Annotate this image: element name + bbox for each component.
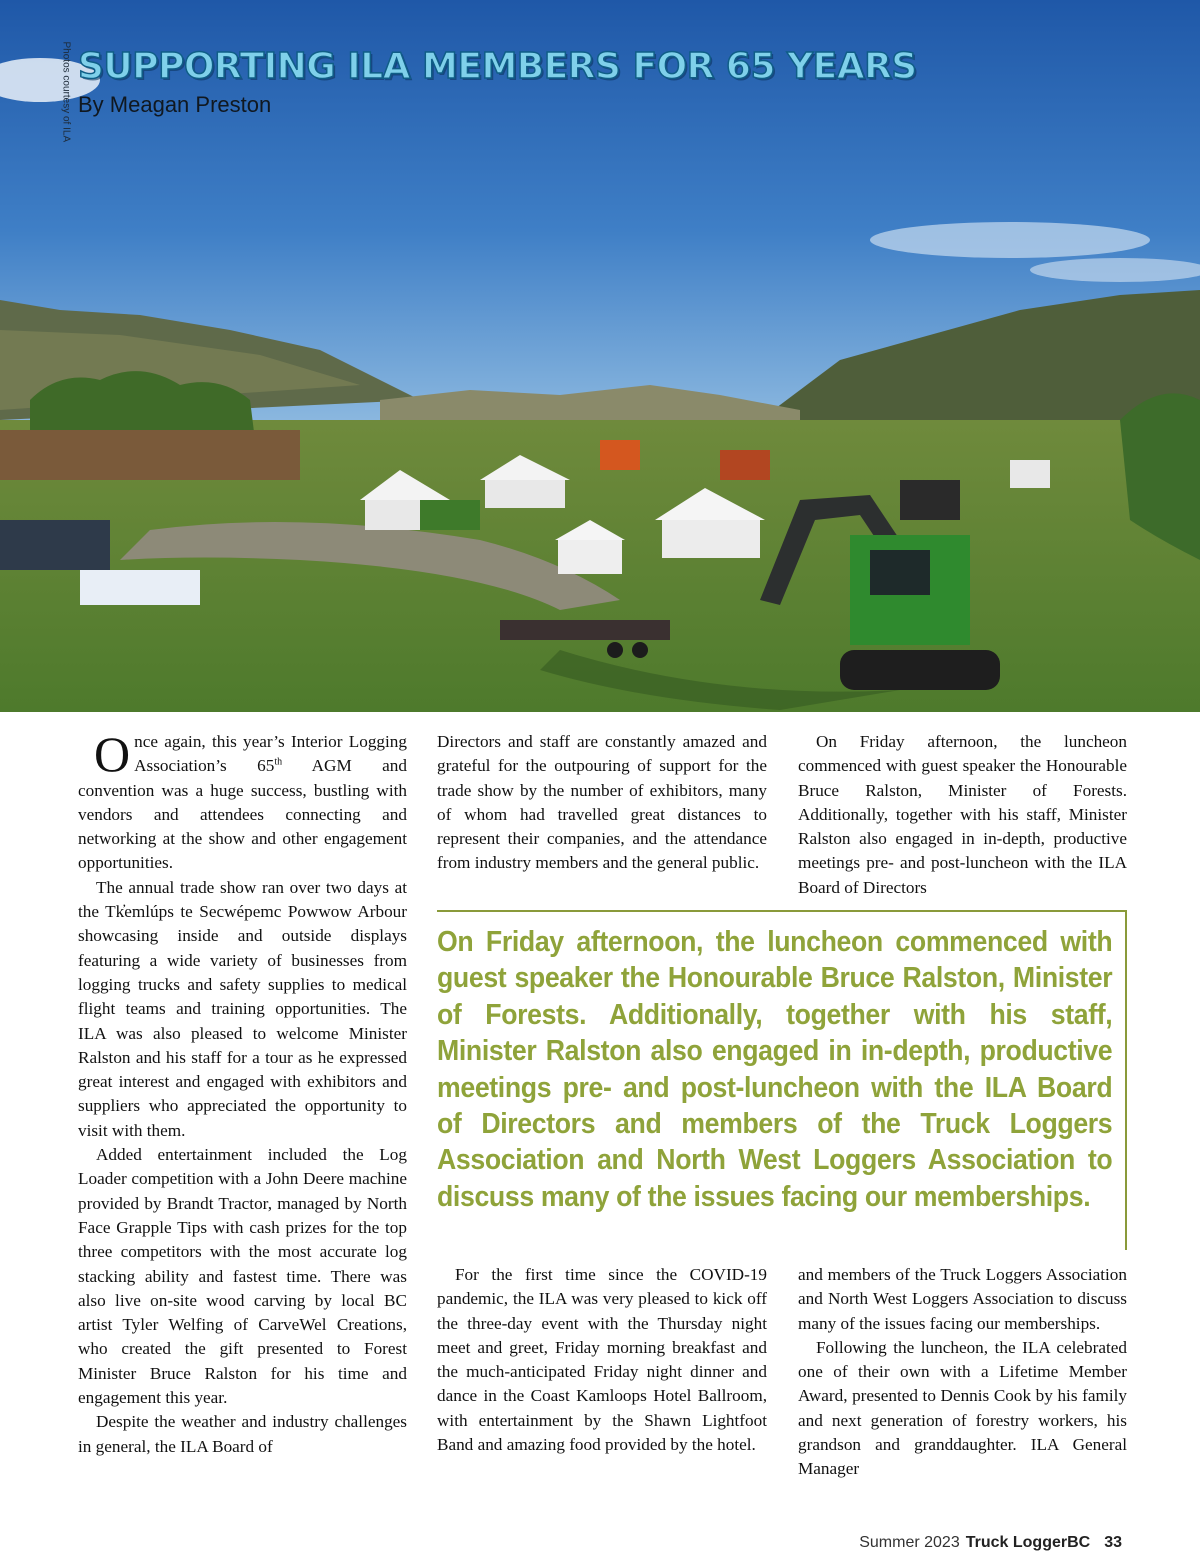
equipment [720,450,770,480]
paragraph-5: On Friday afternoon, the luncheon commenced with guest speaker the Honourable Bruce Ralston, Minister of Forests. Additionally, together with his staff, Minister Ralston also engaged in in-depth, productive meetings pre- and post-luncheon with the ILA Board of Directors [798,732,1127,897]
drop-cap: O [94,726,131,782]
paragraph-2: The annual trade show ran over two days at the Tk̓emlúps te Secwépemc Powwow Arbour showcasing inside and outside displays featuring a wide variety of businesses from logging trucks and safety supplies to medical flight teams and training opportunities. The ILA was also pleased to welcome Minister Ralston and his staff for a tour as he expressed great interest and engaged with exhibitors and suppliers who appreciated the opportunity to visit with them. [78,877,407,1140]
building-left [0,430,300,480]
paragraph-4-continued: Directors and staff are constantly amazed and grateful for the outpouring of support for the trade show by the number of exhibitors, many of whom had travelled great distances to represent their companies, and the attendance from industry members and the general public. [437,732,767,873]
equipment [420,500,480,530]
column-2-bottom [437,1263,767,1457]
paragraph-5-continued: and members of the Truck Loggers Association and North West Loggers Association to discuss many of the issues facing our memberships. [798,1265,1127,1333]
column-1 [78,726,407,1459]
page-footer [859,1534,1122,1552]
truck [0,520,110,570]
column-2-top [437,730,767,876]
trailer-wheel [607,642,623,658]
paragraph-3: Added entertainment included the Log Loader competition with a John Deere machine provided by Brandt Tractor, managed by North Face Grapple Tips with cash prizes for the top three competitors with the most accurate log stacking ability and fastest time. There was also live on-site wood carving by local BC artist Tyler Welfing of CarveWel Creations, who created the gift presented to Forest Minister Bruce Ralston for his time and engagement this year. [78,1145,407,1408]
tent-base [662,520,760,558]
column-3-top [798,730,1127,900]
pull-quote-text: On Friday afternoon, the luncheon commenced with guest speaker the Honourable Bruce Ralston, Minister of Forests. Additionally, together with his staff, Minister Ralston also engaged in in-depth, productive meetings pre- and post-luncheon with the ILA Board of Directors and members of the Truck Loggers Association and North West Loggers Association to discuss many of the issues facing our memberships. [437,926,1113,1213]
page-number: 33 [1104,1534,1122,1551]
trailer-wheel [632,642,648,658]
truck [80,570,200,605]
magazine-name: Truck LoggerBC [965,1534,1091,1551]
paragraph-1 [78,726,407,876]
cloud [870,222,1150,258]
photo-credit [56,41,76,146]
tent-base [485,480,565,508]
log-loader-tracks [840,650,1000,690]
hero-photo [0,0,1200,712]
flatbed-trailer [500,620,670,640]
article-headline: SUPPORTING ILA MEMBERS FOR 65 YEARS [78,46,917,87]
paragraph-4: Despite the weather and industry challenges in general, the ILA Board of [78,1412,407,1456]
log-loader-window [870,550,930,595]
truck [1010,460,1050,488]
paragraph-1-text: nce again, this year’s Interior Logging Association’s 65 [134,732,407,776]
issue-date: Summer 2023 [859,1534,960,1551]
pull-quote [437,910,1127,1250]
equipment [600,440,640,470]
article-byline: By Meagan Preston [78,92,272,117]
column-3-bottom [798,1263,1127,1482]
tent-base [558,540,622,574]
superscript: th [274,756,283,768]
photo-credit-text: Photos courtesy of ILA [60,41,72,143]
paragraph-6: For the first time since the COVID-19 pandemic, the ILA was very pleased to kick off the three-day event with the Thursday night meet and greet, Friday morning breakfast and the much-anticipated Friday night dinner and dance in the Coast Kamloops Hotel Ballroom, with entertainment by the Shawn Lightfoot Band and amazing food provided by the hotel. [437,1265,767,1455]
paragraph-7: Following the luncheon, the ILA celebrated one of their own with a Lifetime Member Award, presented to Dennis Cook by his family and next generation of forestry workers, his grandson and granddaughter. ILA General Manager [798,1337,1127,1479]
paragraph-1-text-cont: AGM and convention was a huge success, bustling with vendors and attendees connecting and networking at the show and other engagement opportunities. [78,756,407,873]
truck [900,480,960,520]
